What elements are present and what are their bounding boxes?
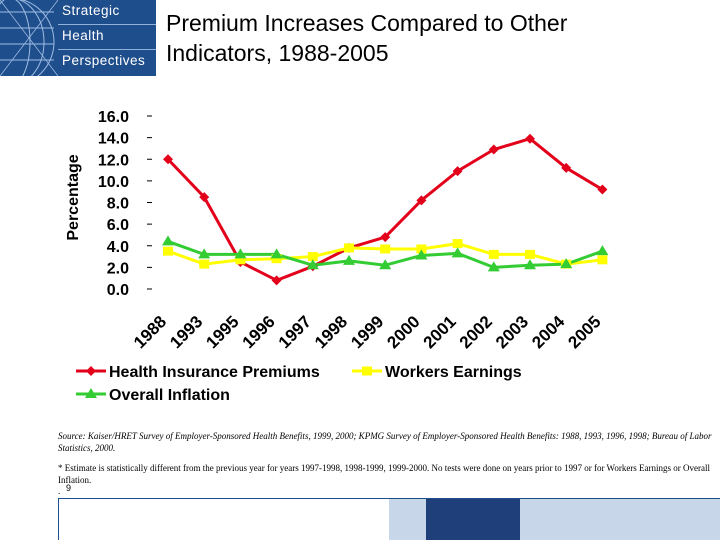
x-tick-label: 2000 — [383, 312, 424, 353]
data-point — [453, 239, 463, 248]
y-tick-label: 0.0 — [106, 282, 129, 299]
logo-text-health: Health — [62, 28, 105, 43]
logo-divider — [58, 24, 156, 25]
footer-block — [389, 499, 426, 540]
footnote: * Estimate is statistically different from the previous year for years 1997-1998, 1998-1999, 1999-2000. No tests were done on years prior to 1997 or for Workers Earnings or Overall Inflation. — [58, 463, 711, 485]
data-point — [162, 235, 174, 245]
globe-icon — [0, 0, 58, 76]
footer-block — [426, 499, 520, 540]
data-point — [344, 243, 354, 252]
data-point — [489, 250, 499, 259]
x-tick-label: 2005 — [564, 312, 605, 353]
footer-rule-vertical — [58, 498, 59, 540]
legend-marker — [362, 367, 372, 376]
series-line — [168, 139, 602, 281]
data-point — [597, 255, 607, 264]
x-tick-label: 2004 — [528, 312, 569, 353]
footer-block — [582, 499, 720, 540]
x-tick-label: 1993 — [166, 312, 207, 353]
y-tick-label: 2.0 — [106, 260, 129, 278]
x-tick-label: 2003 — [492, 312, 533, 353]
page-number: 9 — [66, 483, 72, 493]
data-point — [163, 247, 173, 256]
x-tick-label: 1999 — [347, 312, 388, 353]
slide-title-line-1: Premium Increases Compared to Other — [166, 10, 568, 36]
x-tick-label: 1988 — [130, 312, 171, 353]
y-tick-label: 4.0 — [106, 238, 129, 256]
logo-divider — [58, 49, 156, 50]
legend-label: Workers Earnings — [385, 364, 522, 381]
data-point — [525, 250, 535, 259]
line-chart — [0, 90, 720, 410]
data-point — [199, 260, 209, 269]
x-tick-label: 2002 — [455, 312, 497, 353]
legend-marker — [86, 366, 96, 376]
legend-label: Overall Inflation — [109, 387, 230, 404]
x-tick-label: 1998 — [311, 312, 352, 353]
x-tick-label: 1997 — [274, 312, 316, 353]
x-tick-label: 1995 — [202, 312, 243, 353]
y-tick-label: 14.0 — [97, 130, 129, 148]
y-axis-label: Percentage — [65, 154, 82, 241]
y-tick-label: 16.0 — [97, 109, 129, 126]
footer-block — [520, 499, 582, 540]
slide-title-line-2: Indicators, 1988-2005 — [166, 40, 389, 66]
data-point — [272, 275, 282, 285]
y-tick-label: 12.0 — [97, 152, 129, 170]
logo-text-strategic: Strategic — [62, 3, 120, 18]
y-tick-label: 6.0 — [106, 217, 129, 235]
legend-label: Health Insurance Premiums — [109, 364, 320, 381]
source-note: Source: Kaiser/HRET Survey of Employer-Sponsored Health Benefits, 1999, 2000; KPMG Survey of Employer-Sponsored Health Benefits: 1988, 1993, 1996, 1998; Bureau of Labor Statistics, 2000. — [58, 431, 712, 453]
data-point — [380, 244, 390, 253]
footnote-dot: . — [58, 486, 61, 496]
y-tick-label: 10.0 — [97, 173, 129, 191]
x-tick-label: 1996 — [238, 312, 279, 353]
x-tick-label: 2001 — [419, 312, 460, 353]
data-point — [596, 245, 608, 255]
brand-logo — [0, 0, 156, 76]
logo-text-perspectives: Perspectives — [62, 53, 146, 68]
y-tick-label: 8.0 — [106, 195, 129, 213]
slide-title — [166, 8, 706, 68]
